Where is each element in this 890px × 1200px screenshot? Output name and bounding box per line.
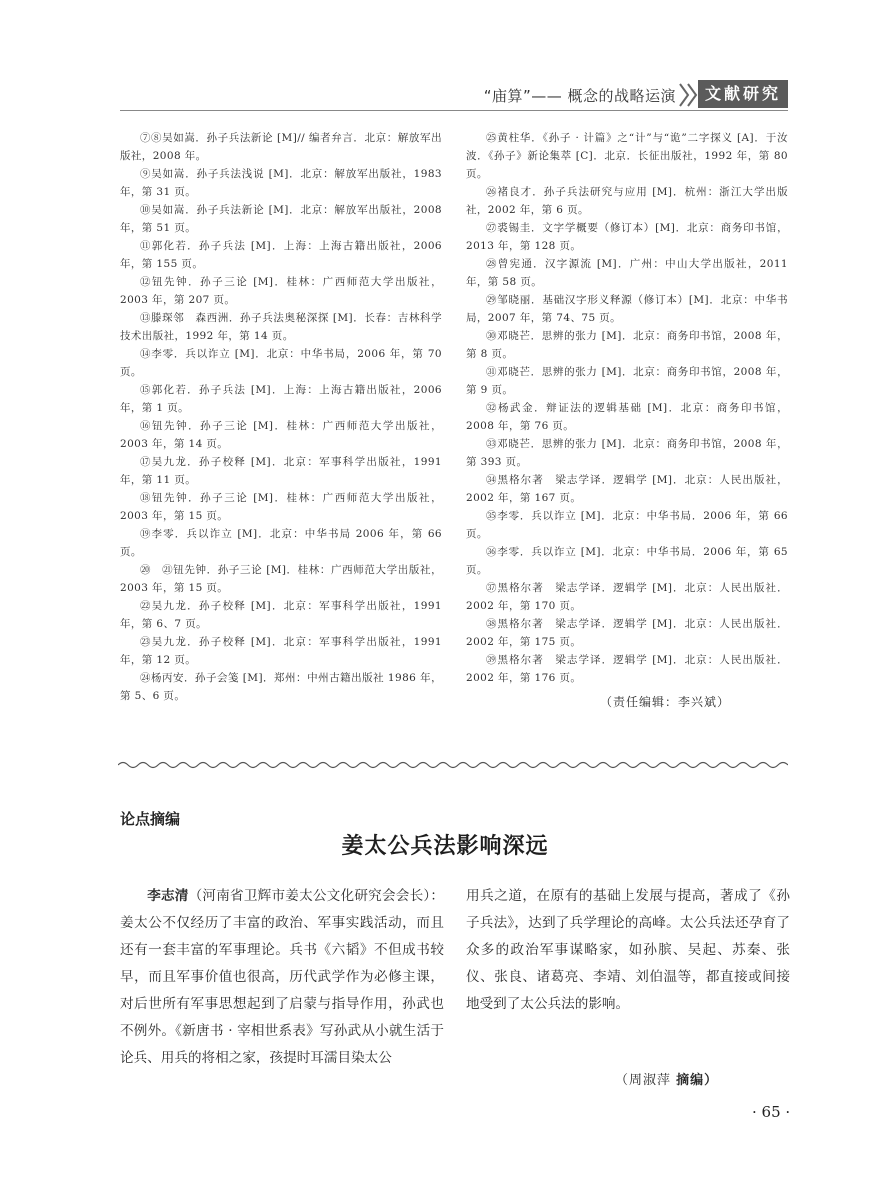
reference-item: ㉟李零．兵以诈立 [M]．北京：中华书局．2006 年，第 66 页。 [466, 510, 788, 540]
reference-list-right [466, 129, 788, 687]
reference-item: ⑮郭化若．孙子兵法 [M]．上海：上海古籍出版社，2006 年，第 1 页。 [120, 384, 442, 414]
responsible-editor: （责任编辑：李兴斌） [600, 695, 731, 709]
compiler-credit [615, 1069, 718, 1088]
body-text-left: （河南省卫辉市姜太公文化研究会会长）：姜太公不仅经历了丰富的政治、军事实践活动，而且还有一套丰富的军事理论。兵书《六韬》不但成书较早，而且军事价值也很高，历代武学作为必修主课，对后世所有军事思想起到了启蒙与指导作用，孙武也不例外。《新唐书 · 宰相世系表》写孙武从小就生活于论兵、用兵的将相之家，孩提时耳濡目染太公 [120, 888, 445, 1066]
body-text-right: 用兵之道，在原有的基础上发展与提高，著成了《孙子兵法》，达到了兵学理论的高峰。太公兵法还孕育了众多的政治军事谋略家，如孙膑、吴起、苏秦、张仪、张良、诸葛亮、李靖、刘伯温等，都直接或间接地受到了太公兵法的影响。 [466, 888, 790, 1012]
digest-label: 论点摘编 [120, 810, 181, 828]
reference-item: ㉜杨武金．辩证法的逻辑基础 [M]．北京：商务印书馆，2008 年，第 76 页。 [466, 402, 788, 432]
reference-item: ⑯钮先钟．孙子三论 [M]．桂林：广西师范大学出版社，2003 年，第 14 页。 [120, 420, 442, 450]
author-name: 李志清 [147, 888, 189, 904]
body-column-left [120, 883, 444, 1072]
reference-item: ㉚邓晓芒．思辨的张力 [M]．北京：商务印书馆，2008 年，第 8 页。 [466, 330, 788, 360]
body-column-right [466, 883, 790, 1018]
reference-item: ⑩吴如嵩．孙子兵法新论 [M]．北京：解放军出版社，2008 年，第 51 页。 [120, 204, 442, 234]
reference-item: ⑨吴如嵩．孙子兵法浅说 [M]．北京：解放军出版社，1983 年，第 31 页。 [120, 168, 442, 198]
reference-item: ㉛邓晓芒．思辨的张力 [M]．北京：商务印书馆，2008 年，第 9 页。 [466, 366, 788, 396]
reference-item: ㉓吴九龙．孙子校释 [M]．北京：军事科学出版社，1991 年，第 12 页。 [120, 636, 442, 666]
article-title: 姜太公兵法影响深远 [341, 833, 549, 859]
reference-item: ㊲黑格尔著 梁志学译．逻辑学 [M]．北京：人民出版社．2002 年，第 170 页。 [466, 582, 788, 612]
reference-item: ㉕黄柱华．《孙子 · 计篇》之“计”与“诡”二字探义 [A]．于汝波．《孙子》新论集萃 [C]．北京．长征出版社，1992 年，第 80 页。 [466, 132, 788, 180]
reference-item: ㊳黑格尔著 梁志学译．逻辑学 [M]．北京：人民出版社．2002 年，第 175 页。 [466, 618, 788, 648]
compiler-name: （周淑萍 [615, 1073, 672, 1088]
reference-item: ㊱李零．兵以诈立 [M]．北京：中华书局．2006 年，第 65 页。 [466, 546, 788, 576]
reference-item: ㉞黑格尔著 梁志学译．逻辑学 [M]．北京：人民出版社，2002 年，第 167 页。 [466, 474, 788, 504]
reference-item: ㊴黑格尔著 梁志学译．逻辑学 [M]．北京：人民出版社．2002 年，第 176 页。 [466, 654, 788, 684]
running-title: “庙算”—— 概念的战略运演 [483, 87, 676, 105]
page-number: · 65 · [752, 1103, 791, 1121]
reference-item: ㉝邓晓芒．思辨的张力 [M]．北京：商务印书馆，2008 年，第 393 页。 [466, 438, 788, 468]
reference-item: ㉔杨丙安．孙子会笺 [M]．郑州：中州古籍出版社 1986 年，第 5、6 页。 [120, 672, 442, 702]
reference-item: ㉒吴九龙．孙子校释 [M]．北京：军事科学出版社，1991 年，第 6、7 页。 [120, 600, 442, 630]
reference-list-left [120, 129, 442, 705]
running-header [120, 80, 788, 110]
reference-item: ㉙邹晓丽．基础汉字形义释源（修订本）[M]．北京：中华书局，2007 年，第 74、75 页。 [466, 294, 788, 324]
compiler-role: 摘编） [676, 1073, 719, 1088]
reference-item: ⑪郭化若．孙子兵法 [M]．上海：上海古籍出版社，2006 年，第 155 页。 [120, 240, 442, 270]
section-tag: 文献研究 [698, 80, 788, 108]
double-chevron-icon [678, 82, 700, 108]
reference-item: ⑳ ㉑钮先钟．孙子三论 [M]．桂林：广西师范大学出版社，2003 年，第 15 页。 [120, 564, 442, 594]
wave-divider [118, 758, 788, 772]
reference-item: ⑲李零．兵以诈立 [M]．北京：中华书局 2006 年，第 66 页。 [120, 528, 442, 558]
reference-item: ⑱钮先钟．孙子三论 [M]．桂林：广西师范大学出版社，2003 年，第 15 页。 [120, 492, 442, 522]
reference-item: ⑬滕琛邻 森西洲．孙子兵法奥秘深探 [M]．长春：吉林科学技术出版社，1992 年，第 14 页。 [120, 312, 442, 342]
reference-item: ⑰吴九龙．孙子校释 [M]．北京：军事科学出版社，1991 年，第 11 页。 [120, 456, 442, 486]
reference-item: ⑭李零．兵以诈立 [M]．北京：中华书局，2006 年，第 70 页。 [120, 348, 442, 378]
reference-item: ㉘曾宪通．汉字源流 [M]．广州：中山大学出版社，2011 年，第 58 页。 [466, 258, 788, 288]
header-rule [120, 110, 788, 111]
reference-item: ⑦⑧吴如嵩．孙子兵法新论 [M]// 编者弁言．北京：解放军出版社，2008 年。 [120, 132, 442, 162]
reference-item: ㉖褚良才．孙子兵法研究与应用 [M]．杭州：浙江大学出版社，2002 年，第 6 页。 [466, 186, 788, 216]
reference-item: ⑫钮先钟．孙子三论 [M]．桂林：广西师范大学出版社，2003 年，第 207 页。 [120, 276, 442, 306]
reference-item: ㉗裘锡圭．文字学概要（修订本）[M]．北京：商务印书馆，2013 年，第 128 页。 [466, 222, 788, 252]
